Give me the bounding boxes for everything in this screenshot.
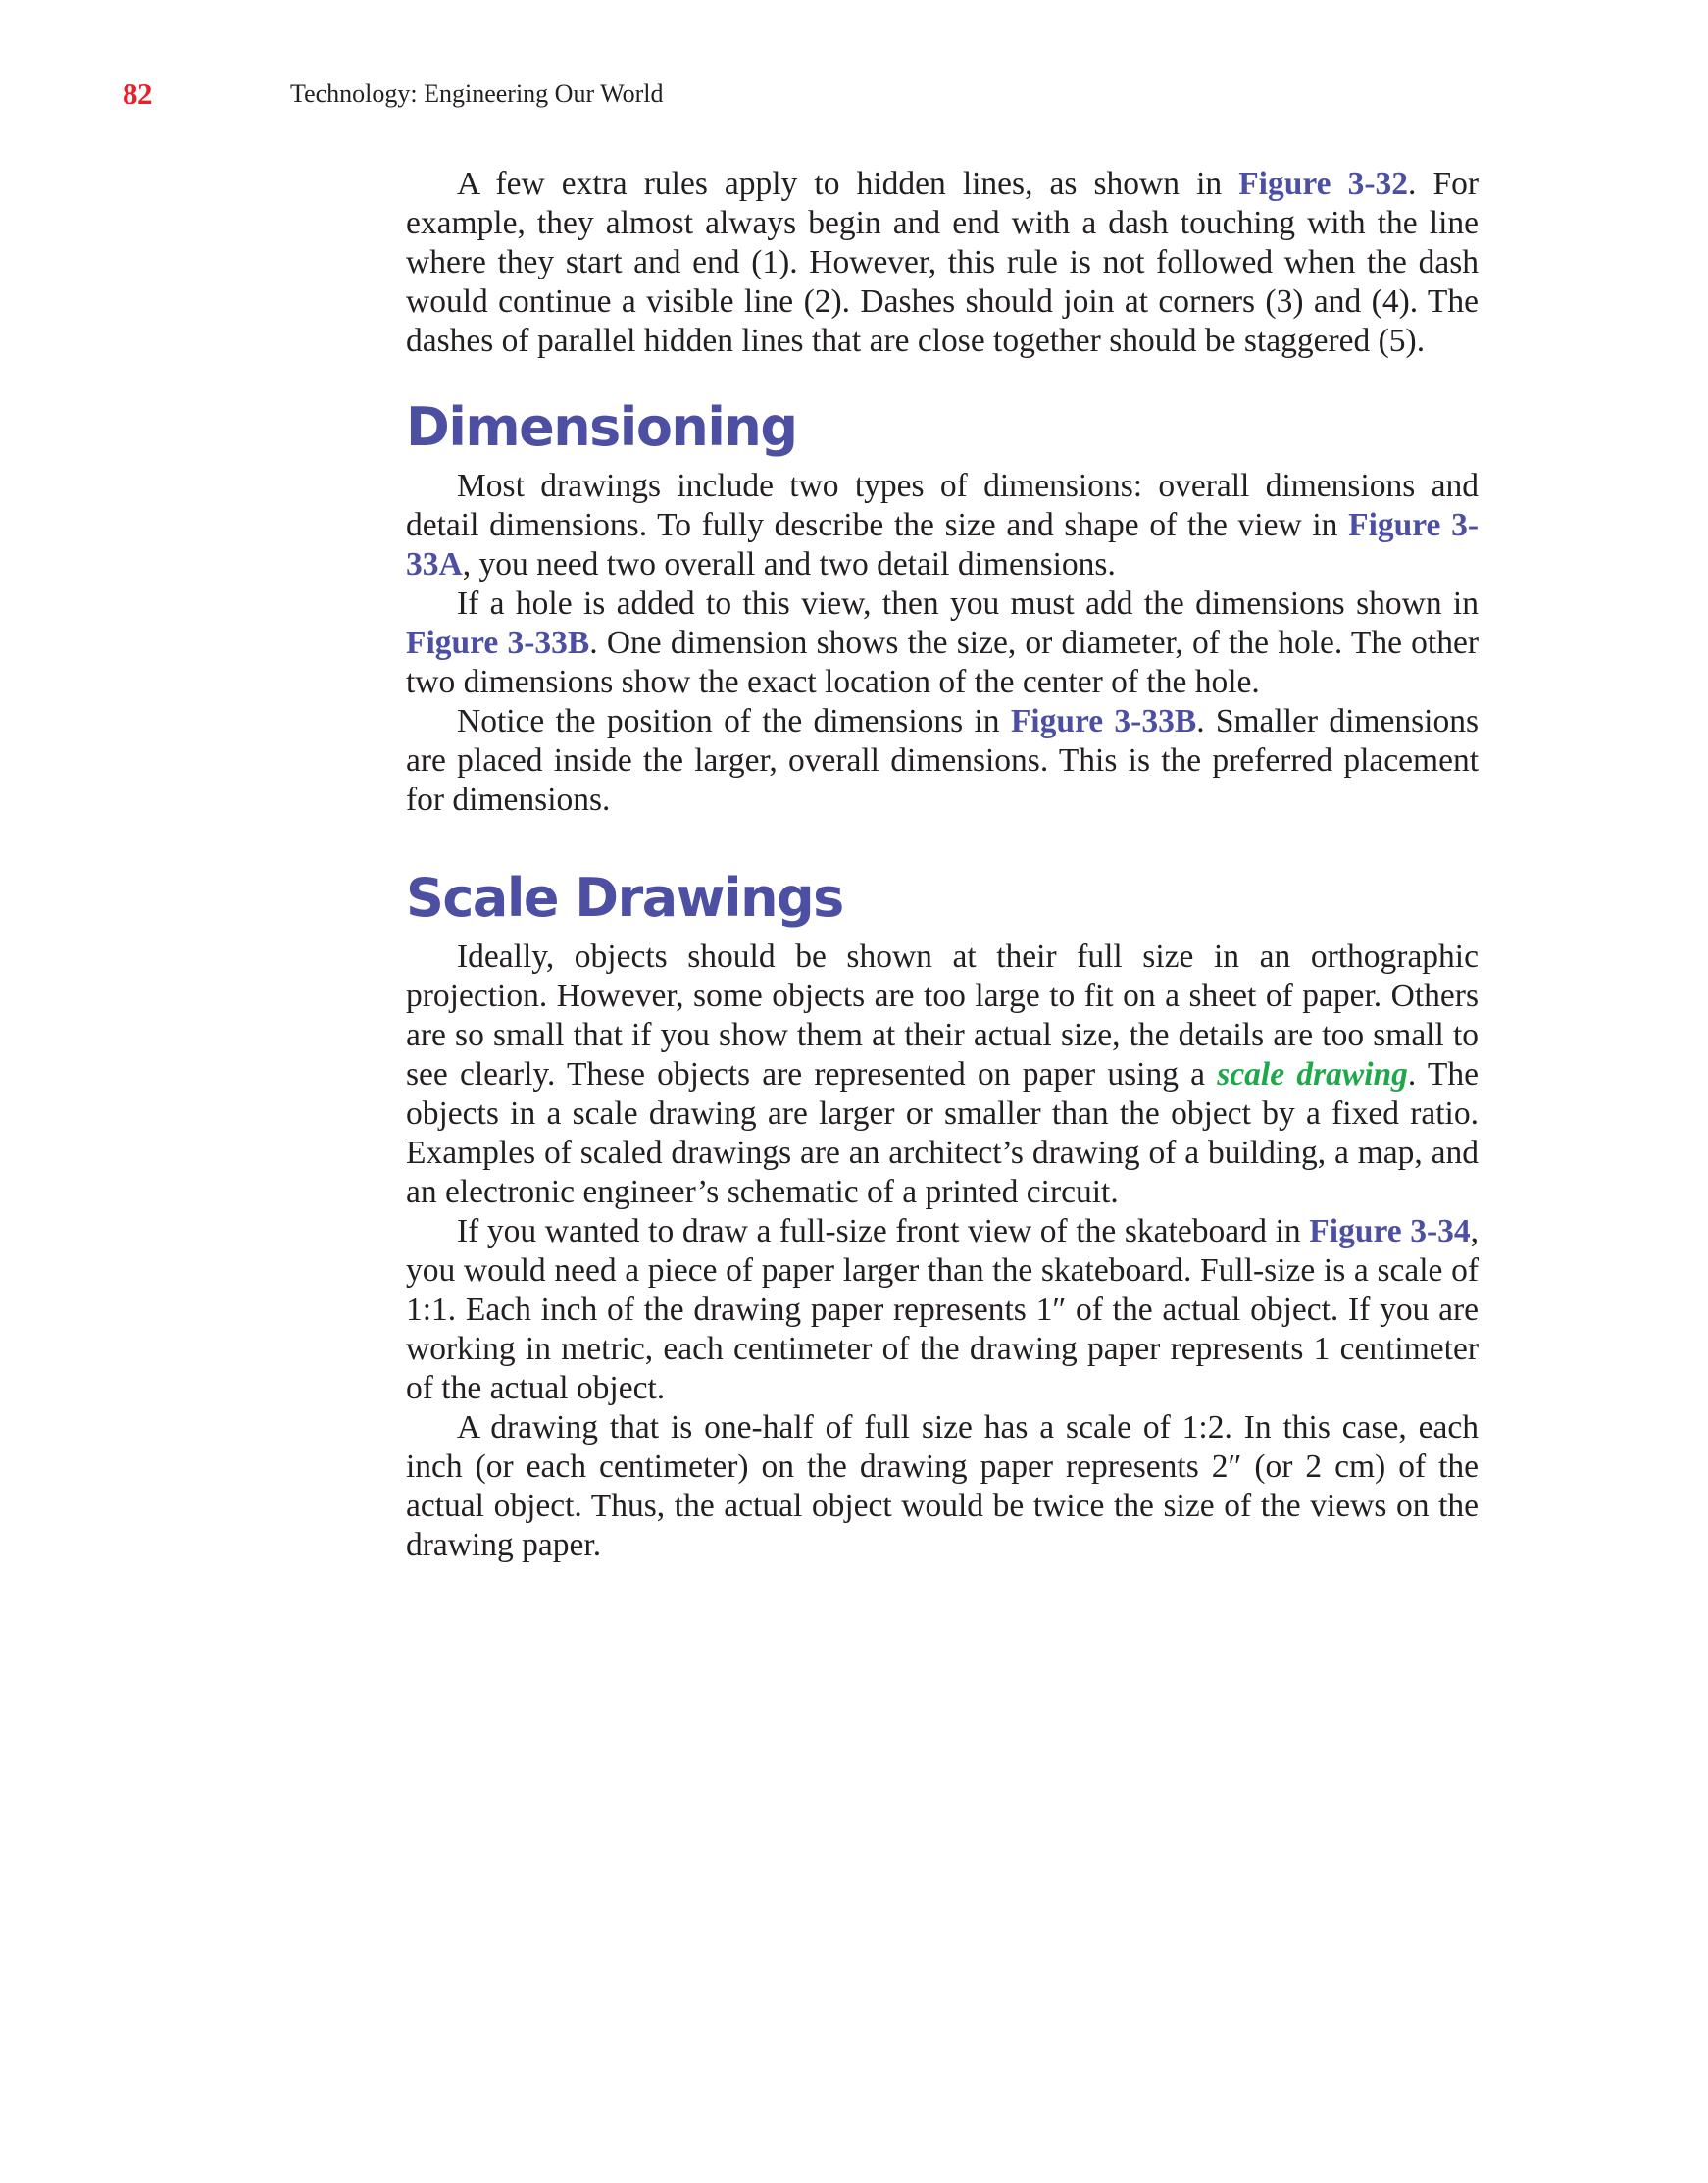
text-run: A few extra rules apply to hidden lines, as shown in [457, 166, 1239, 202]
text-run: , you would need a piece of paper larger than the skateboard. Full-size is a scale of 1:1. Each inch of the drawing paper represents 1″ of the actual object. If you are working in metric, each centimeter of the drawing paper represents 1 centimeter of the actual object. [406, 1213, 1479, 1406]
text-run: Most drawings include two types of dimensions: overall dimensions and detail dimensions. To fully describe the size and shape of the view in [406, 468, 1479, 543]
text-run: Notice the position of the dimensions in [457, 703, 1011, 739]
text-run: . Smaller dimensions are placed inside the larger, overall dimensions. This is the preferred placement for dimensions. [406, 703, 1479, 818]
text-run: , you need two overall and two detail dimensions. [462, 546, 1116, 583]
text-run: If you wanted to draw a full-size front view of the skateboard in [457, 1213, 1310, 1249]
page-content [406, 165, 1479, 1565]
section-scale-drawings [406, 867, 1479, 1565]
paragraph-dimension-types [406, 467, 1479, 584]
section-dimensioning [406, 396, 1479, 820]
text-run: If a hole is added to this view, then you must add the dimensions shown in [457, 585, 1479, 622]
paragraph-dimension-placement [406, 702, 1479, 820]
figure-reference-3-33b[interactable]: Figure 3-33B [406, 625, 590, 661]
page-number: 82 [123, 76, 152, 111]
figure-reference-3-33b[interactable]: Figure 3-33B [1010, 703, 1197, 739]
heading-dimensioning: Dimensioning [406, 396, 797, 458]
text-run: A drawing that is one-half of full size has a scale of 1:2. In this case, each inch (or each centimeter) on the drawing paper represents 2″ (or 2 cm) of the actual object. Thus, the actual object would be twice the size of the views on the drawing paper. [406, 1409, 1479, 1563]
figure-reference-3-32[interactable]: Figure 3-32 [1238, 166, 1408, 202]
paragraph-hole-dimensions [406, 584, 1479, 702]
figure-reference-3-33a[interactable]: Figure 3-33A [406, 507, 1479, 583]
text-run: . The objects in a scale drawing are larger or smaller than the object by a fixed ratio. Examples of scaled drawings are an architect’s drawing of a building, a map, and an electronic engineer’s schematic of a printed circuit. [406, 1056, 1480, 1210]
paragraph-hidden-lines-rules [406, 165, 1479, 361]
key-term-scale-drawing: scale drawing [1217, 1056, 1408, 1092]
text-run: . One dimension shows the size, or diameter, of the hole. The other two dimensions show the exact location of the center of the hole. [406, 625, 1479, 700]
running-head [123, 76, 1495, 116]
heading-scale-drawings: Scale Drawings [406, 867, 843, 929]
text-run: . For example, they almost always begin and end with a dash touching with the line where they start and end (1). However, this rule is not followed when the dash would continue a visible line (2). Dashes should join at corners (3) and (4). The dashes of parallel hidden lines that are close together should be staggered (5). [406, 166, 1479, 359]
book-title: Technology: Engineering Our World [290, 79, 664, 108]
paragraph-scale-intro [406, 938, 1479, 1212]
figure-reference-3-34[interactable]: Figure 3-34 [1309, 1213, 1471, 1249]
paragraph-full-size-scale [406, 1212, 1479, 1408]
paragraph-half-size-scale [406, 1408, 1479, 1565]
text-run: Ideally, objects should be shown at their full size in an orthographic projection. However, some objects are too large to fit on a sheet of paper. Others are so small that if you show them at their actual size, the details are too small to see clearly. These objects are represented on paper using a [406, 939, 1479, 1092]
